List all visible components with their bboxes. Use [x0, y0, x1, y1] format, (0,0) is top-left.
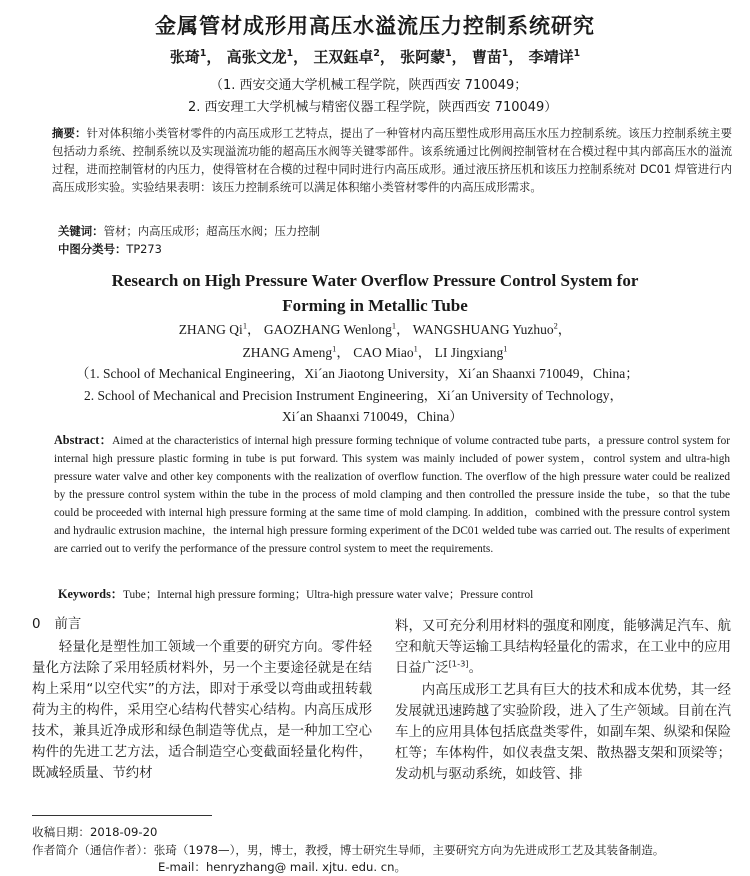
english-title: [0, 270, 750, 317]
author-separator: ，: [557, 322, 572, 337]
english-affiliation-2-line-2: Xi´an Shaanxi 710049，China）: [282, 409, 463, 424]
author-separator: ，: [206, 48, 222, 66]
author-affiliation-mark: 1: [286, 48, 294, 59]
email-end: 。: [394, 860, 407, 874]
author-name: WANGSHUANG Yuzhuo: [412, 322, 554, 337]
author-name: GAOZHANG Wenlong: [263, 322, 392, 337]
chinese-title: 金属管材成形用高压水溢流压力控制系统研究: [155, 14, 595, 38]
classification-label: 中图分类号：: [58, 242, 127, 256]
citation: [1-3]: [448, 658, 469, 669]
chinese-affiliation-1: （1. 西安交通大学机械工程学院，陕西西安 710049；: [210, 78, 528, 93]
paragraph-end: 。: [468, 661, 482, 676]
author-name: ZHANG Ameng: [242, 345, 333, 360]
author-affiliation-mark: 1: [332, 344, 337, 354]
english-title-line-1: Research on High Pressure Water Overflow Pressure Control System for: [111, 271, 639, 290]
author-name: 王双鈺卓: [313, 48, 374, 66]
author-name: 张琦: [169, 48, 200, 66]
author-affiliation-mark: 1: [242, 321, 247, 331]
author-separator: ，: [293, 48, 309, 66]
body-right-column: [395, 616, 731, 785]
author-separator: ，: [247, 322, 261, 337]
english-abstract-label: Abstract：: [54, 433, 113, 447]
classification-value: TP273: [126, 242, 162, 256]
author-affiliation-mark: 2: [553, 321, 558, 331]
body-right-paragraph-1: [395, 616, 731, 679]
author-affiliation-mark: 1: [503, 344, 508, 354]
email-label: E-mail：: [158, 860, 206, 874]
author-affiliation-mark: 1: [413, 344, 418, 354]
received-date: [32, 824, 157, 841]
author-name: LI Jingxiang: [434, 345, 504, 360]
chinese-abstract-text: 针对体积缩小类管材零件的内高压成形工艺特点，提出了一种管材内高压塑性成形用高压水压力控制系统。该压力控制系统主要包括动力系统、控制系统以及实现溢流功能的超高压水阀等关键零部件。该系统通过比例阀控制管材在合模过程中其内部高压水的溢流过程，进而控制管材的内压力，使得管材在合模的过程中同时进行内高压成形。通过液压挤压机和该压力控制系统对 DC01 焊管进行内高压成形实验。实验结果表明：该压力控制系统可以满足体积缩小类管材零件的内高压成形需求。: [52, 126, 732, 194]
author-separator: ，: [508, 48, 524, 66]
paragraph-text: 料，又可充分利用材料的强度和刚度，能够满足汽车、航空和航天等运输工具结构轻量化的需求，在工业中的应用日益广泛: [395, 619, 731, 676]
english-keywords-label: Keywords：: [58, 587, 123, 601]
author-name: 高张文龙: [226, 48, 287, 66]
chinese-keywords-text: 管材；内高压成形；超高压水阀；压力控制: [103, 224, 321, 238]
author-name: CAO Miao: [353, 345, 414, 360]
author-affiliation-mark: 1: [391, 321, 397, 331]
author-separator: ，: [417, 345, 432, 360]
author-affiliation-mark: 1: [199, 48, 207, 59]
author-bio-label: 作者简介（通信作者）：: [32, 843, 154, 857]
english-affiliation-2-line-1: 2. School of Mechanical and Precision Instrument Engineering，Xi´an University of Technology，: [84, 388, 624, 403]
author-name: 张阿蒙: [400, 48, 446, 66]
section-title: 前言: [54, 617, 82, 632]
english-authors-line-2: [0, 343, 750, 363]
author-affiliation-mark: 1: [445, 48, 452, 59]
author-name: 曹苗: [471, 48, 502, 66]
english-abstract-text: Aimed at the characteristics of internal high pressure forming technique of volume contracted tube parts，a pressure control system for internal high pressure plastic forming in tube is put forward. This system was mainly included of power system，control system and ultra-high pressure water valve and other key components with the realization of overflow function. The overflow of the high pressure water could be realized by the pressure control system within the tube in the process of mold clamping and then controlled the pressure inside the tube，so that the tube could be proceeded with internal high pressure forming at the same time of mold clamping. In addition，combined with the pressure control system and hydraulic extrusion machine，the internal high pressure forming experiment of the DC01 welded tube was carried out. The results of experiment are carried out to verify the performance of the pressure control system to meet the requirements.: [54, 435, 731, 555]
author-bio: [32, 842, 732, 859]
chinese-keywords-label: 关键词：: [58, 224, 104, 238]
english-abstract: [54, 431, 730, 558]
author-separator: ，: [379, 48, 395, 66]
received-label: 收稿日期：: [32, 825, 90, 839]
author-email: [158, 859, 406, 876]
author-affiliation-mark: 2: [373, 48, 380, 59]
chinese-affiliation-2: 2. 西安理工大学机械与精密仪器工程学院，陕西西安 710049）: [188, 100, 558, 115]
chinese-classification-number: [58, 240, 162, 258]
chinese-abstract-label: 摘要：: [52, 126, 87, 140]
author-bio-text: 张琦（1978—），男，博士，教授，博士研究生导师，主要研究方向为先进成形工艺及其装备制造。: [153, 843, 665, 857]
author-separator: ，: [396, 322, 410, 337]
english-authors-line-1: [0, 320, 750, 340]
author-affiliation-mark: 1: [573, 48, 581, 59]
author-affiliation-mark: 1: [501, 48, 509, 59]
section-heading: [32, 614, 81, 635]
author-separator: ，: [336, 345, 350, 360]
chinese-abstract: [52, 124, 732, 196]
english-affiliation-1: （1. School of Mechanical Engineering，Xi´an Jiaotong University，Xi´an Shaanxi 710049，China；: [76, 366, 639, 381]
body-right-paragraph-2: 内高压成形工艺具有巨大的技术和成本优势，其一经发展就迅速跨越了实验阶段，进入了生产领域。目前在汽车上的应用具体包括底盘类零件，如副车架、纵梁和保险杠等；车体构件，如仪表盘支架、散热器支架和顶梁等；发动机与驱动系统，如歧管、排: [395, 683, 731, 782]
chinese-keywords: [58, 222, 320, 240]
english-title-line-2: Forming in Metallic Tube: [282, 296, 468, 315]
chinese-authors: [0, 46, 750, 67]
english-keywords-text: Tube；Internal high pressure forming；Ultra-high pressure water valve；Pressure control: [123, 589, 534, 601]
email-value[interactable]: henryzhang@ mail. xjtu. edu. cn: [205, 860, 395, 874]
author-name: ZHANG Qi: [178, 322, 243, 337]
author-name: 李靖详: [528, 48, 574, 66]
footnote-divider: [32, 815, 212, 816]
english-keywords: [58, 585, 533, 604]
received-value: 2018-09-20: [89, 825, 158, 839]
author-separator: ，: [451, 48, 467, 66]
body-left-paragraph: 轻量化是塑性加工领域一个重要的研究方向。零件轻量化方法除了采用轻质材料外，另一个主要途径就是在结构上采用“以空代实”的方法，即对于承受以弯曲或扭转载荷为主的构件，采用空心结构代替实心结构。内高压成形技术，兼具近净成形和绿色制造等优点，是一种加工空心构件的先进工艺方法，适合制造空心变截面轻量化构件，既减轻质量、节约材: [32, 640, 372, 781]
section-number: 0: [32, 617, 41, 632]
